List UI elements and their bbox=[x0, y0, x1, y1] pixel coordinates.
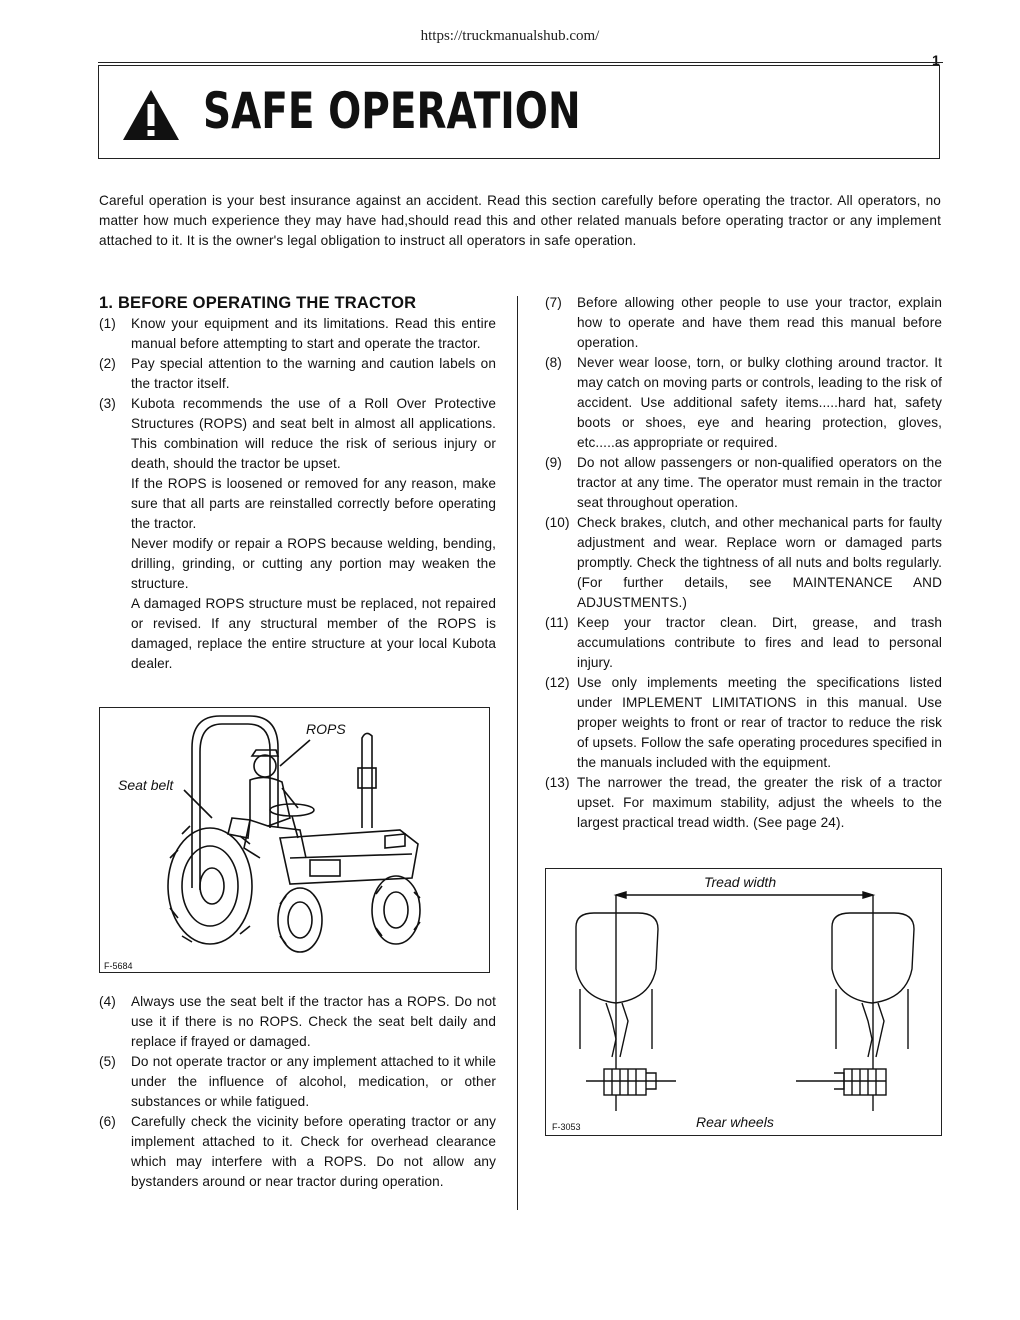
item-number: (12) bbox=[545, 675, 570, 690]
right-column bbox=[545, 293, 942, 833]
item-number: (1) bbox=[99, 316, 116, 331]
warning-triangle-icon bbox=[121, 88, 181, 142]
rear-wheels-label: Rear wheels bbox=[696, 1114, 774, 1130]
intro-paragraph: Careful operation is your best insurance against an accident. Read this section carefully before operating the tractor. All operators, no matter how much experience they may have had,should read this and other related manuals before operating tractor or any implement attached to it. It is the owner's legal obligation to instruct all operators in safe operation. bbox=[99, 193, 941, 248]
list-item bbox=[545, 673, 942, 773]
page-number: 1 bbox=[932, 52, 940, 68]
title-box bbox=[98, 65, 940, 159]
item-text: Never modify or repair a ROPS because welding, bending, drilling, grinding, or cutting any portion may weaken the structure. bbox=[131, 536, 496, 591]
list-item bbox=[545, 773, 942, 833]
title-rule bbox=[98, 62, 943, 63]
item-text: If the ROPS is loosened or removed for any reason, make sure that all parts are reinstalled correctly before operating the tractor. bbox=[131, 476, 496, 531]
left-column bbox=[99, 293, 496, 674]
seat-belt-label: Seat belt bbox=[118, 777, 174, 793]
section-heading: 1. BEFORE OPERATING THE TRACTOR bbox=[99, 294, 417, 312]
item-text: Use only implements meeting the specifications listed under IMPLEMENT LIMITATIONS in this manual. Use proper weights to front or rear of tractor to reduce the risk of upsets. Follow the safe operating procedures specified in the manuals included with the equipment. bbox=[577, 675, 942, 770]
tractor-illustration bbox=[100, 708, 491, 974]
item-text: Do not allow passengers or non-qualified operators on the tractor at any time. The operator must remain in the tractor seat throughout operation. bbox=[577, 455, 942, 510]
rops-figure bbox=[99, 707, 490, 973]
figure-code: F-5684 bbox=[104, 961, 133, 971]
item-text: Carefully check the vicinity before operating tractor or any implement attached to it. Check for overhead clearance which may interfere with a ROPS. Do not allow any bystanders around or near tractor during operation. bbox=[131, 1114, 496, 1189]
item-text: Check brakes, clutch, and other mechanical parts for faulty adjustment and wear. Replace worn or damaged parts promptly. Check the tightness of all nuts and bolts regularly. (For further details, see MAINTENANCE AND ADJUSTMENTS.) bbox=[577, 515, 942, 610]
column-divider bbox=[517, 296, 518, 1210]
item-number: (3) bbox=[99, 396, 116, 411]
item-number: (2) bbox=[99, 356, 116, 371]
item-text: Pay special attention to the warning and caution labels on the tractor itself. bbox=[131, 356, 496, 391]
item-number: (11) bbox=[545, 615, 569, 630]
list-item bbox=[99, 992, 496, 1052]
item-text: Know your equipment and its limitations. Read this entire manual before attempting to start and operate the tractor. bbox=[131, 316, 496, 351]
list-item bbox=[545, 513, 942, 613]
item-text: Do not operate tractor or any implement attached to it while under the influence of alcohol, medication, or other substances or while fatigued. bbox=[131, 1054, 496, 1109]
item-number: (5) bbox=[99, 1054, 116, 1069]
item-text: Never wear loose, torn, or bulky clothing around tractor. It may catch on moving parts or controls, leading to the risk of accident. Use additional safety items.....hard hat, safety boots or shoes, eye and hearing protection, gloves, etc.....as appropriate or required. bbox=[577, 355, 942, 450]
item-text: A damaged ROPS structure must be replaced, not repaired or revised. If any structural member of the ROPS is damaged, replace the entire structure at your local Kubota dealer. bbox=[131, 596, 496, 671]
list-item bbox=[545, 353, 942, 453]
item-number: (6) bbox=[99, 1114, 116, 1129]
list-item bbox=[545, 293, 942, 353]
list-item bbox=[99, 394, 496, 674]
list-item bbox=[545, 453, 942, 513]
item-text: Before allowing other people to use your tractor, explain how to operate and have them read this manual before operation. bbox=[577, 295, 942, 350]
list-item bbox=[99, 354, 496, 394]
list-item bbox=[545, 613, 942, 673]
item-text: Kubota recommends the use of a Roll Over Protective Structures (ROPS) and seat belt in almost all applications. This combination will reduce the risk of serious injury or death, should the tractor be upset. bbox=[131, 396, 496, 471]
list-item bbox=[99, 1112, 496, 1192]
left-column-continued bbox=[99, 992, 496, 1192]
item-text: The narrower the tread, the greater the risk of a tractor upset. For maximum stability, adjust the wheels to the largest practical tread width. (See page 24). bbox=[577, 775, 942, 830]
tread-figure bbox=[545, 868, 942, 1136]
list-item bbox=[99, 314, 496, 354]
item-number: (10) bbox=[545, 515, 570, 530]
item-number: (8) bbox=[545, 355, 562, 370]
item-text: Always use the seat belt if the tractor has a ROPS. Do not use it if there is no ROPS. Check the seat belt daily and replace if frayed or damaged. bbox=[131, 994, 496, 1049]
figure-code: F-3053 bbox=[552, 1122, 581, 1132]
rops-label: ROPS bbox=[306, 721, 346, 737]
item-number: (7) bbox=[545, 295, 562, 310]
rear-wheels-illustration bbox=[546, 869, 943, 1137]
item-number: (13) bbox=[545, 775, 570, 790]
item-number: (4) bbox=[99, 994, 116, 1009]
page-title: SAFE OPERATION bbox=[203, 82, 581, 140]
list-item bbox=[99, 1052, 496, 1112]
item-text: Keep your tractor clean. Dirt, grease, and trash accumulations contribute to fires and lead to personal injury. bbox=[577, 615, 942, 670]
source-url: https://truckmanualshub.com/ bbox=[420, 28, 600, 44]
item-number: (9) bbox=[545, 455, 562, 470]
tread-width-label: Tread width bbox=[704, 874, 777, 890]
